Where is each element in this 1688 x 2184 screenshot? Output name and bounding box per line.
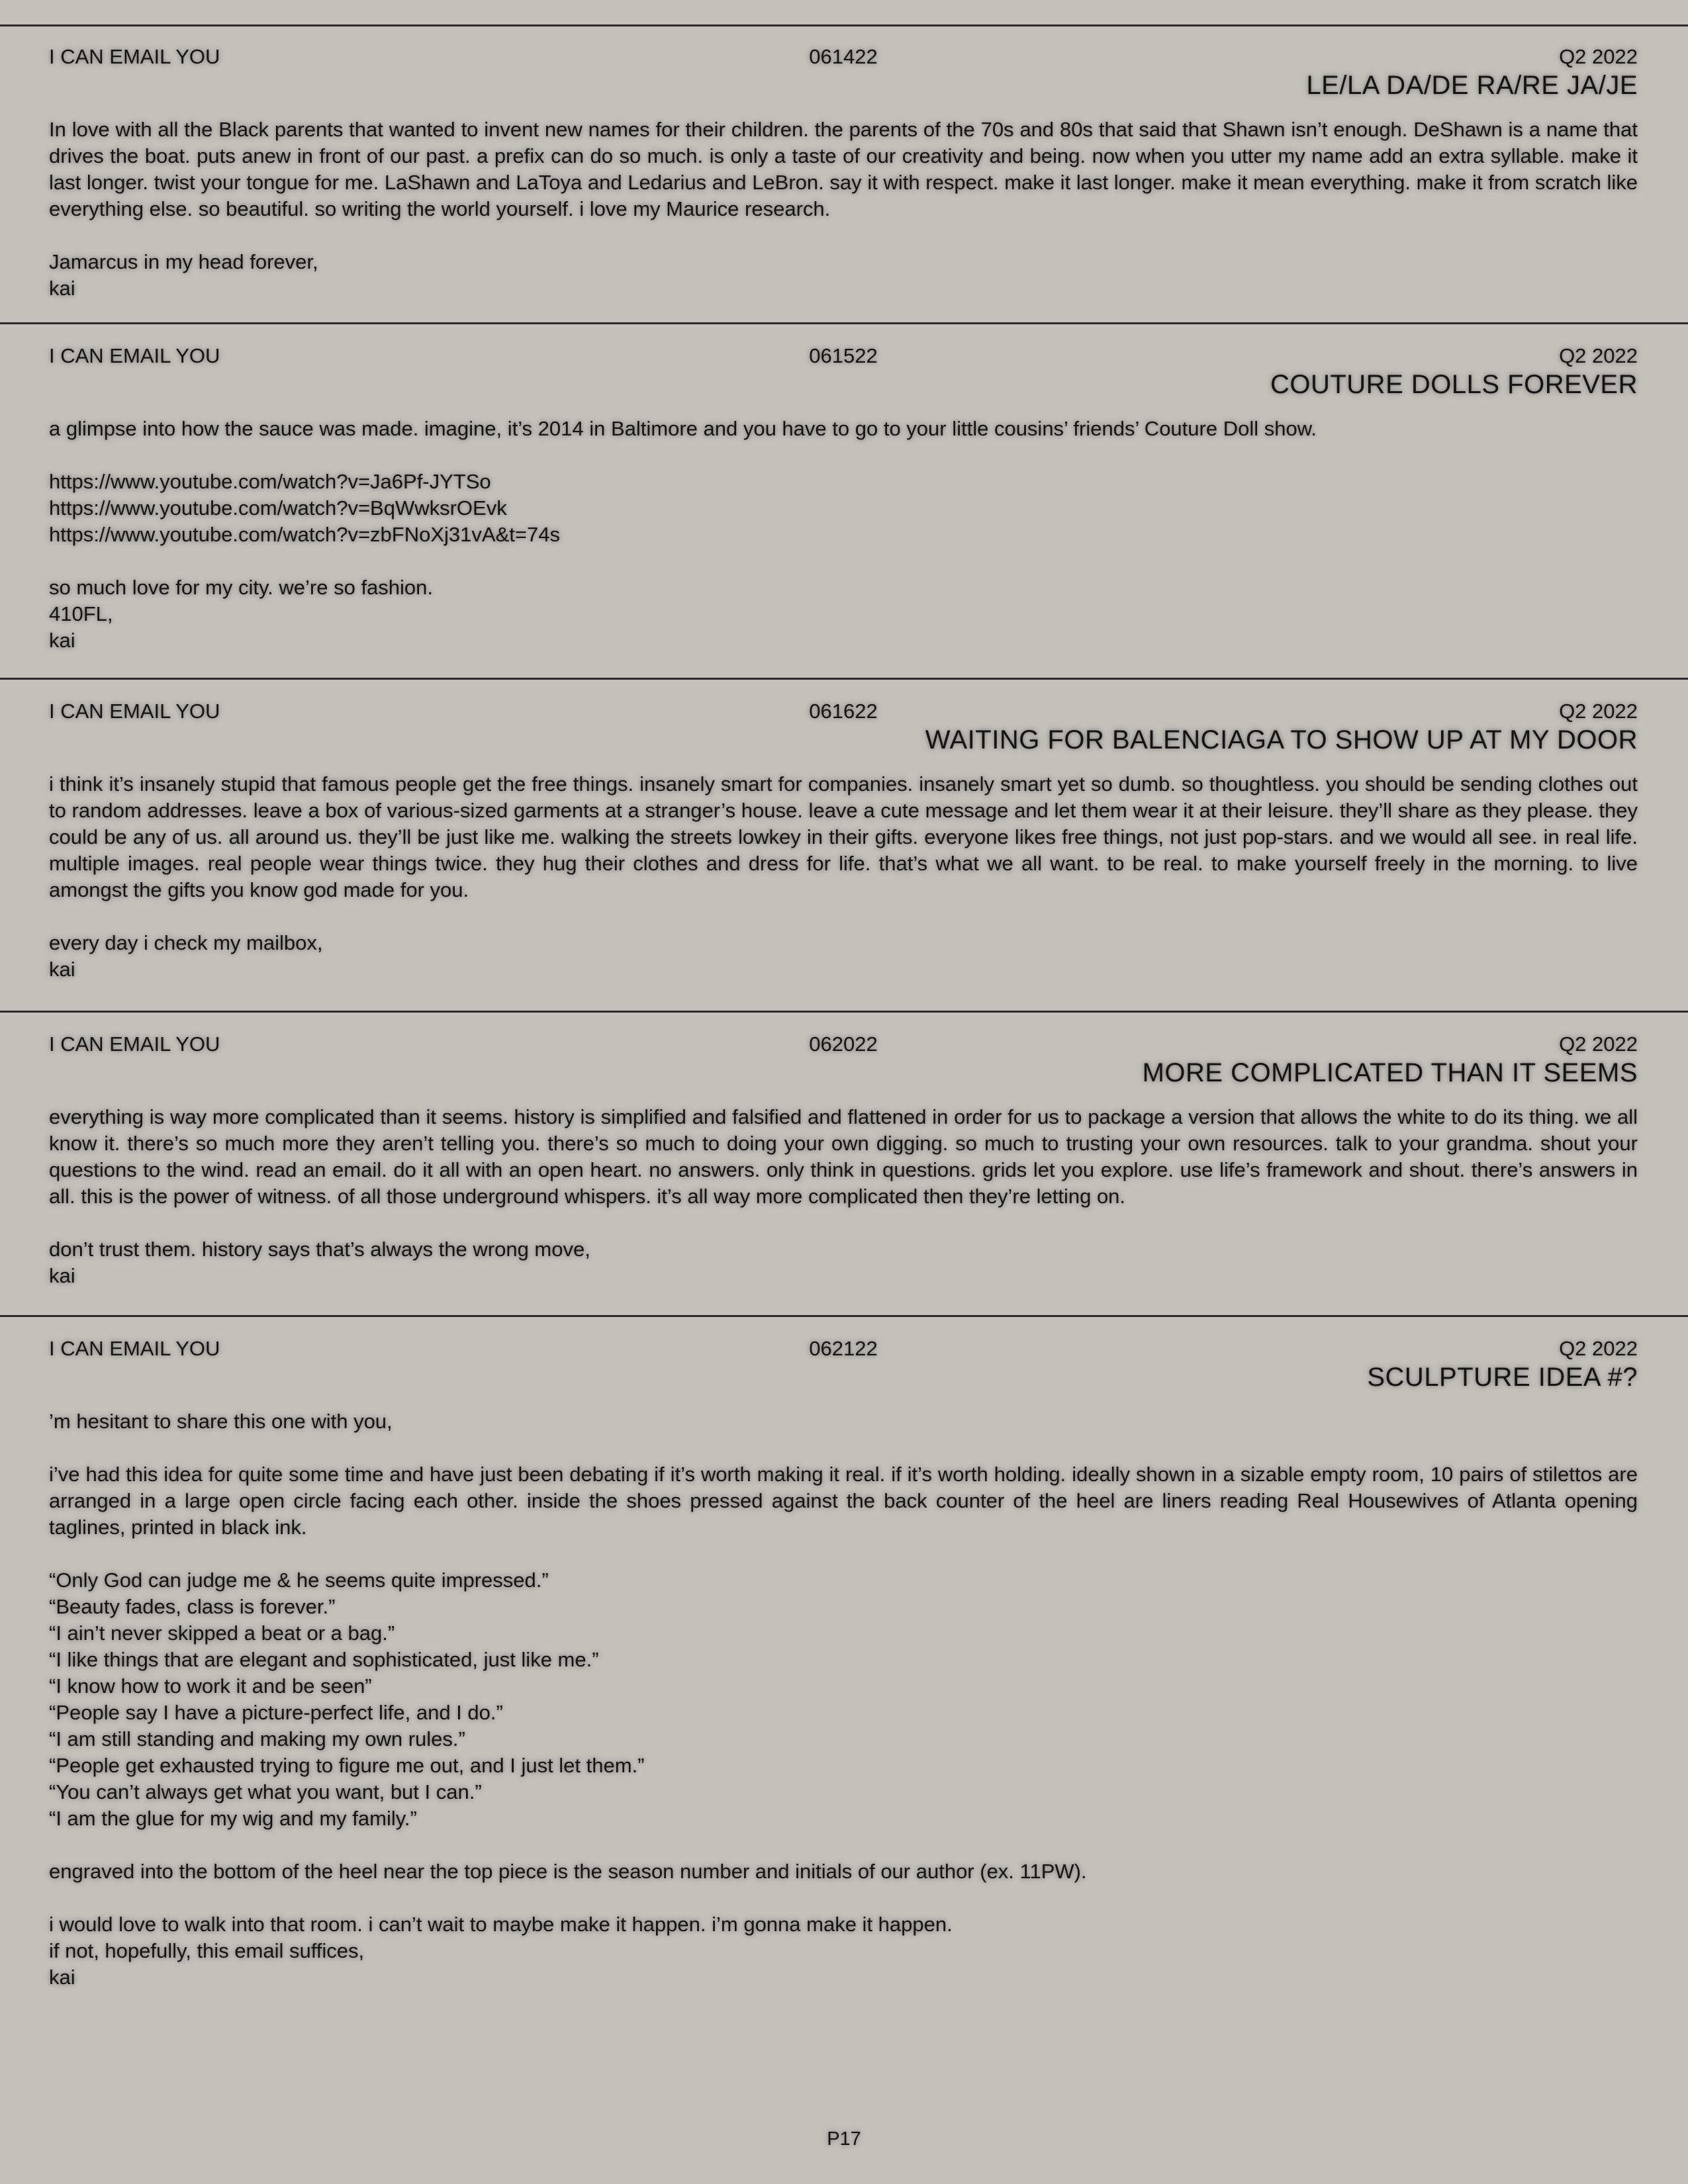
tagline-quote: “Only God can judge me & he seems quite impressed.” <box>49 1569 549 1592</box>
entry-title: WAITING FOR BALENCIAGA TO SHOW UP AT MY DOOR <box>925 725 1638 754</box>
signoff-line: i would love to walk into that room. i can’t wait to maybe make it happen. i’m gonna make it happen. <box>49 1913 953 1936</box>
entry-header <box>49 1031 1638 1058</box>
email-entry <box>49 698 1638 983</box>
email-entry <box>49 343 1638 654</box>
divider <box>0 678 1688 680</box>
entry-number: 061422 <box>809 45 878 68</box>
entry-body <box>49 116 1638 302</box>
entry-title: COUTURE DOLLS FOREVER <box>1270 370 1638 399</box>
entry-body <box>49 416 1638 654</box>
page-number: P17 <box>827 2128 861 2150</box>
paragraph: In love with all the Black parents that wanted to invent new names for their children. the parents of the 70s and 80s that said that Shawn isn’t enough. DeShawn is a name that drives the boat. puts anew in front of our past. a prefix can do so much. is only a taste of our creativity and being. now when you utter my name add an extra syllable. make it last longer. twist your tongue for me. LaShawn and LaToya and Ledarius and LeBron. say it with respect. make it last longer. make it mean everything. make it from scratch like everything else. so beautiful. so writing the world yourself. i love my Maurice research. <box>49 118 1638 220</box>
tagline-quote: “Beauty fades, class is forever.” <box>49 1595 336 1618</box>
paragraph: engraved into the bottom of the heel near the top piece is the season number and initials of our author (ex. 11PW). <box>49 1860 1087 1883</box>
video-link[interactable]: https://www.youtube.com/watch?v=BqWwksrOEvk <box>49 496 507 520</box>
divider <box>0 1011 1688 1013</box>
paragraph: a glimpse into how the sauce was made. imagine, it’s 2014 in Baltimore and you have to go to your little cousins’ friends’ Couture Doll show. <box>49 417 1317 440</box>
signoff-line: every day i check my mailbox, <box>49 931 323 954</box>
signoff-name: kai <box>49 277 75 300</box>
signoff-line: so much love for my city. we’re so fashion. <box>49 576 434 599</box>
tagline-quote: “I am still standing and making my own rules.” <box>49 1727 465 1751</box>
email-entry <box>49 44 1638 302</box>
entry-title: SCULPTURE IDEA #? <box>1367 1363 1638 1392</box>
tagline-quote: “I like things that are elegant and sophisticated, just like me.” <box>49 1648 599 1671</box>
signoff-name: kai <box>49 1264 75 1287</box>
quarter-label: Q2 2022 <box>1559 344 1638 367</box>
publication-label: I CAN EMAIL YOU <box>49 45 220 68</box>
signoff-name: kai <box>49 1966 75 1989</box>
email-entry <box>49 1031 1638 1289</box>
signoff <box>49 1236 1638 1289</box>
tagline-quote: “People get exhausted trying to figure me out, and I just let them.” <box>49 1754 645 1777</box>
quote-list <box>49 1567 1638 1832</box>
email-entry <box>49 1336 1638 1991</box>
tagline-quote: “People say I have a picture-perfect life, and I do.” <box>49 1701 503 1724</box>
signoff-line: 410FL, <box>49 602 113 625</box>
video-link[interactable]: https://www.youtube.com/watch?v=Ja6Pf-JYTSo <box>49 470 491 493</box>
paragraph: everything is way more complicated than it seems. history is simplified and falsified and flattened in order for us to package a version that allows the white to do its thing. we all know it. there’s so much more they aren’t telling you. there’s so much to doing your own digging. so much to trusting your own resources. talk to your grandma. shout your questions to the wind. read an email. do it all with an open heart. no answers. only think in questions. grids let you explore. use life’s framework and shout. there’s answers in all. this is the power of witness. of all those underground whispers. it’s all way more complicated then they’re letting on. <box>49 1105 1638 1208</box>
quarter-label: Q2 2022 <box>1559 700 1638 723</box>
entry-number: 062122 <box>809 1337 878 1360</box>
signoff <box>49 930 1638 983</box>
entry-title: MORE COMPLICATED THAN IT SEEMS <box>1142 1058 1638 1087</box>
tagline-quote: “I am the glue for my wig and my family.” <box>49 1807 417 1830</box>
entry-number: 061522 <box>809 344 878 367</box>
paragraph: i think it’s insanely stupid that famous people get the free things. insanely smart for companies. insanely smart yet so dumb. so thoughtless. you should be sending clothes out to random addresses. leave a box of various-sized garments at a stranger’s house. leave a cute message and let them wear it at their leisure. they’ll share as they please. they could be any of us. all around us. they’ll be just like me. walking the streets lowkey in their gifts. everyone likes free things, not just pop-stars. and we would all see. in real life. multiple images. real people wear things twice. they hug their clothes and dress for life. that’s what we all want. to be real. to make yourself freely in the morning. to live amongst the gifts you know god made for you. <box>49 772 1638 901</box>
signoff-line: if not, hopefully, this email suffices, <box>49 1939 365 1962</box>
entry-body <box>49 1104 1638 1289</box>
tagline-quote: “I ain’t never skipped a beat or a bag.” <box>49 1621 395 1645</box>
signoff-line: don’t trust them. history says that’s always the wrong move, <box>49 1238 590 1261</box>
entry-header <box>49 44 1638 70</box>
signoff-name: kai <box>49 958 75 981</box>
signoff-line: Jamarcus in my head forever, <box>49 250 318 273</box>
publication-label: I CAN EMAIL YOU <box>49 1337 220 1360</box>
publication-label: I CAN EMAIL YOU <box>49 1032 220 1056</box>
divider <box>0 24 1688 26</box>
tagline-quote: “You can’t always get what you want, but I can.” <box>49 1780 482 1803</box>
publication-label: I CAN EMAIL YOU <box>49 344 220 367</box>
signoff <box>49 249 1638 302</box>
entry-header <box>49 343 1638 369</box>
signoff-name: kai <box>49 629 75 652</box>
quarter-label: Q2 2022 <box>1559 1337 1638 1360</box>
video-link[interactable]: https://www.youtube.com/watch?v=zbFNoXj31vA&t=74s <box>49 523 560 546</box>
entry-body <box>49 771 1638 983</box>
quarter-label: Q2 2022 <box>1559 45 1638 68</box>
paragraph: i’ve had this idea for quite some time and have just been debating if it’s worth making it real. if it’s worth holding. ideally shown in a sizable empty room, 10 pairs of stilettos are arranged in a large open circle facing each other. inside the shoes pressed against the back counter of the heel are liners reading Real Housewives of Atlanta opening taglines, printed in black ink. <box>49 1463 1638 1539</box>
signoff <box>49 1911 1638 1991</box>
entry-body <box>49 1408 1638 1991</box>
link-list <box>49 469 1638 548</box>
tagline-quote: “I know how to work it and be seen” <box>49 1674 372 1698</box>
signoff <box>49 574 1638 654</box>
entry-header <box>49 698 1638 725</box>
divider <box>0 322 1688 324</box>
entry-number: 062022 <box>809 1032 878 1056</box>
intro-line: ’m hesitant to share this one with you, <box>49 1410 393 1433</box>
entry-number: 061622 <box>809 700 878 723</box>
publication-label: I CAN EMAIL YOU <box>49 700 220 723</box>
entry-title: LE/LA DA/DE RA/RE JA/JE <box>1306 71 1638 100</box>
divider <box>0 1315 1688 1317</box>
entry-header <box>49 1336 1638 1362</box>
quarter-label: Q2 2022 <box>1559 1032 1638 1056</box>
